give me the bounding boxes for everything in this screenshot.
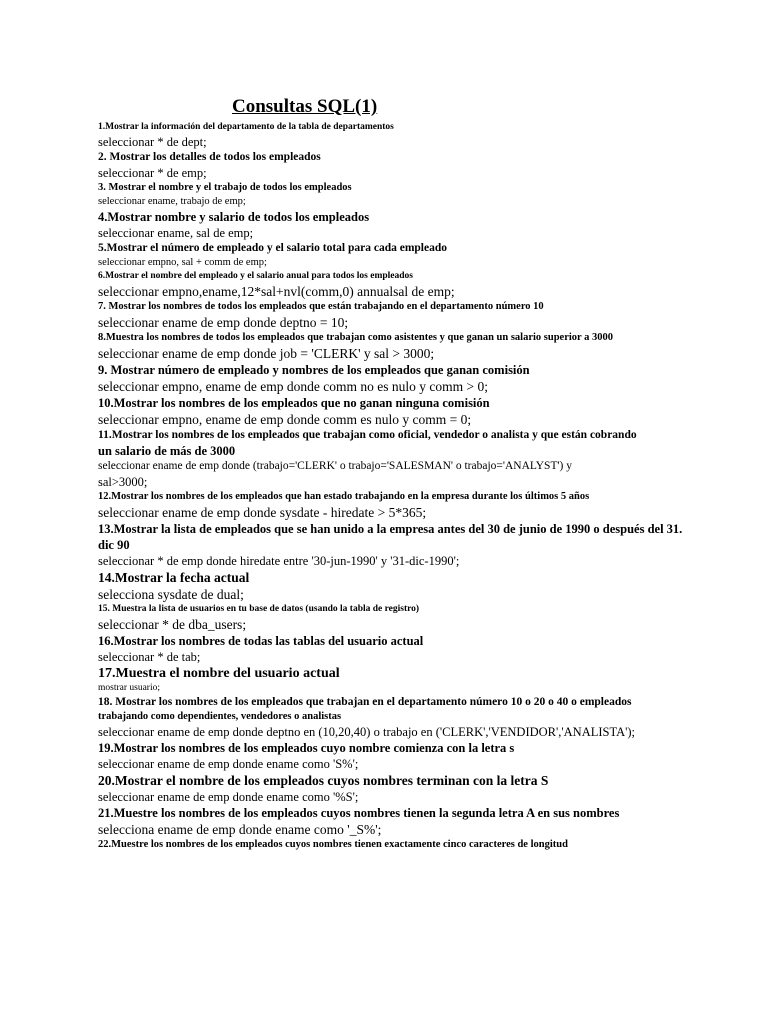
- answer-11-line-2: sal>3000;: [98, 475, 148, 489]
- question-11-line-1: 11.Mostrar los nombres de los empleados que trabajan como oficial, vendedor o analista y que están cobrando: [98, 429, 637, 441]
- answer-14: selecciona sysdate de dual;: [98, 587, 244, 602]
- question-5: 5.Mostrar el número de empleado y el salario total para cada empleado: [98, 242, 448, 254]
- answer-11-line-1: seleccionar ename de emp donde (trabajo='CLERK' o trabajo='SALESMAN' o trabajo='ANALYST') y: [98, 460, 573, 472]
- answer-6: seleccionar empno,ename,12*sal+nvl(comm,0) annualsal de emp;: [98, 284, 455, 299]
- question-13-line-1: 13.Mostrar la lista de empleados que se han unido a la empresa antes del 30 de junio de 1990 o después del 31.: [98, 522, 683, 536]
- question-7: 7. Mostrar los nombres de todos los empleados que están trabajando en el departamento número 10: [98, 301, 544, 312]
- answer-9: seleccionar empno, ename de emp donde comm no es nulo y comm > 0;: [98, 379, 489, 394]
- question-15: 15. Muestra la lista de usuarios en tu base de datos (usando la tabla de registro): [98, 604, 420, 614]
- question-8: 8.Muestra los nombres de todos los empleados que trabajan como asistentes y que ganan un salario superior a 3000: [98, 332, 614, 343]
- answer-3: seleccionar ename, trabajo de emp;: [98, 196, 246, 207]
- answer-2: seleccionar * de emp;: [98, 166, 207, 180]
- question-17: 17.Muestra el nombre del usuario actual: [98, 666, 340, 681]
- question-18-line-2: trabajando como dependientes, vendedores o analistas: [98, 711, 342, 722]
- document-title: Consultas SQL(1): [232, 96, 378, 117]
- question-4: 4.Mostrar nombre y salario de todos los empleados: [98, 210, 370, 224]
- answer-21: selecciona ename de emp donde ename como '_S%';: [98, 822, 382, 837]
- question-6: 6.Mostrar el nombre del empleado y el salario anual para todos los empleados: [98, 271, 413, 281]
- question-1: 1.Mostrar la información del departamento de la tabla de departamentos: [98, 122, 394, 132]
- answer-8: seleccionar ename de emp donde job = 'CLERK' y sal > 3000;: [98, 346, 435, 361]
- question-21: 21.Muestre los nombres de los empleados cuyos nombres tienen la segunda letra A en sus nombres: [98, 806, 620, 820]
- question-10: 10.Mostrar los nombres de los empleados que no ganan ninguna comisión: [98, 396, 490, 410]
- question-3: 3. Mostrar el nombre y el trabajo de todos los empleados: [98, 182, 352, 193]
- answer-7: seleccionar ename de emp donde deptno = 10;: [98, 315, 349, 330]
- answer-5: seleccionar empno, sal + comm de emp;: [98, 257, 267, 268]
- answer-13: seleccionar * de emp donde hiredate entre '30-jun-1990' y '31-dic-1990';: [98, 554, 460, 568]
- answer-4: seleccionar ename, sal de emp;: [98, 226, 254, 240]
- answer-19: seleccionar ename de emp donde ename como 'S%';: [98, 757, 359, 771]
- question-11-line-2: un salario de más de 3000: [98, 444, 236, 458]
- answer-10: seleccionar empno, ename de emp donde comm es nulo y comm = 0;: [98, 412, 472, 427]
- document-page: [98, 96, 738, 852]
- question-13-line-2: dic 90: [98, 538, 130, 552]
- question-12: 12.Mostrar los nombres de los empleados que han estado trabajando en la empresa durante los últimos 5 años: [98, 491, 590, 502]
- question-9: 9. Mostrar número de empleado y nombres de los empleados que ganan comisión: [98, 363, 530, 377]
- answer-18: seleccionar ename de emp donde deptno en (10,20,40) o trabajo en ('CLERK','VENDIDOR','ANALISTA');: [98, 725, 636, 739]
- question-22: 22.Muestre los nombres de los empleados cuyos nombres tienen exactamente cinco caracteres de longitud: [98, 839, 568, 850]
- answer-15: seleccionar * de dba_users;: [98, 617, 247, 632]
- answer-20: seleccionar ename de emp donde ename como '%S';: [98, 790, 359, 804]
- question-2: 2. Mostrar los detalles de todos los empleados: [98, 151, 321, 163]
- answer-12: seleccionar ename de emp donde sysdate - hiredate > 5*365;: [98, 505, 427, 520]
- answer-17: mostrar usuario;: [98, 683, 161, 693]
- answer-16: seleccionar * de tab;: [98, 650, 201, 664]
- answer-1: seleccionar * de dept;: [98, 135, 207, 149]
- question-14: 14.Mostrar la fecha actual: [98, 570, 250, 585]
- question-18-line-1: 18. Mostrar los nombres de los empleados que trabajan en el departamento número 10 o 20 o 40 o empleados: [98, 696, 632, 708]
- question-16: 16.Mostrar los nombres de todas las tablas del usuario actual: [98, 634, 424, 648]
- question-20: 20.Mostrar el nombre de los empleados cuyos nombres terminan con la letra S: [98, 773, 549, 788]
- question-19: 19.Mostrar los nombres de los empleados cuyo nombre comienza con la letra s: [98, 741, 515, 755]
